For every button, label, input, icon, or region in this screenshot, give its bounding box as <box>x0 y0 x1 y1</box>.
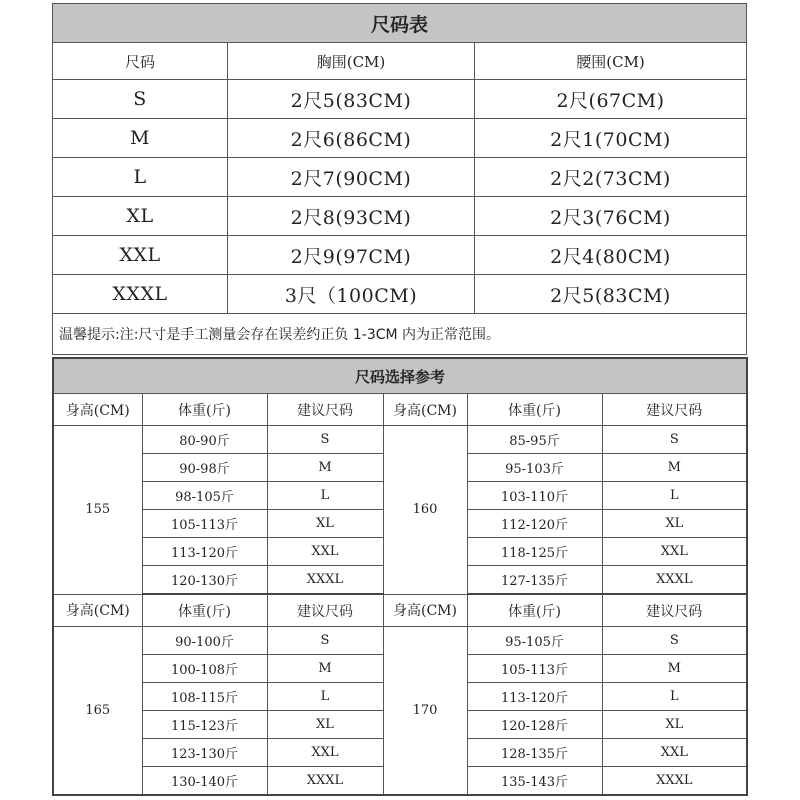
height-cell: 170 <box>383 627 467 796</box>
size-cell: S <box>267 627 383 655</box>
size-cell: M <box>267 655 383 683</box>
header-suggested-size: 建议尺码 <box>267 594 383 627</box>
height-cell: 165 <box>53 627 142 796</box>
table-row <box>53 158 747 197</box>
header-suggested-size: 建议尺码 <box>267 394 383 426</box>
weight-cell: 135-143斤 <box>467 767 602 796</box>
size-cell: XL <box>267 711 383 739</box>
weight-cell: 100-108斤 <box>142 655 267 683</box>
weight-cell: 120-128斤 <box>467 711 602 739</box>
waist-cell: 2尺2(73CM) <box>475 158 747 197</box>
waist-cell: 2尺3(76CM) <box>475 197 747 236</box>
header-weight: 体重(斤) <box>142 394 267 426</box>
size-cell: L <box>602 482 747 510</box>
weight-cell: 90-100斤 <box>142 627 267 655</box>
weight-cell: 128-135斤 <box>467 739 602 767</box>
size-cell: XXXL <box>602 767 747 796</box>
size-cell: XXXL <box>267 566 383 595</box>
weight-cell: 127-135斤 <box>467 566 602 595</box>
size-cell: XL <box>53 197 228 236</box>
header-height: 身高(CM) <box>53 394 142 426</box>
weight-cell: 120-130斤 <box>142 566 267 595</box>
size-cell: XXL <box>53 236 228 275</box>
weight-cell: 80-90斤 <box>142 426 267 454</box>
weight-cell: 113-120斤 <box>142 538 267 566</box>
waist-cell: 2尺(67CM) <box>475 80 747 119</box>
header-weight: 体重(斤) <box>467 394 602 426</box>
header-height: 身高(CM) <box>383 394 467 426</box>
table-row <box>53 119 747 158</box>
size-cell: XXL <box>602 538 747 566</box>
weight-cell: 95-103斤 <box>467 454 602 482</box>
table-row <box>53 80 747 119</box>
size-cell: L <box>267 683 383 711</box>
height-cell: 155 <box>53 426 142 595</box>
size-cell: S <box>602 627 747 655</box>
table-row <box>53 236 747 275</box>
height-cell: 160 <box>383 426 467 595</box>
table-row <box>53 275 747 314</box>
chest-cell: 3尺（100CM) <box>228 275 475 314</box>
size-cell: M <box>602 655 747 683</box>
size-cell: S <box>602 426 747 454</box>
weight-cell: 115-123斤 <box>142 711 267 739</box>
weight-cell: 108-115斤 <box>142 683 267 711</box>
size-cell: L <box>53 158 228 197</box>
header-waist: 腰围(CM) <box>475 43 747 80</box>
size-cell: L <box>602 683 747 711</box>
weight-cell: 113-120斤 <box>467 683 602 711</box>
header-chest: 胸围(CM) <box>228 43 475 80</box>
size-reference-title: 尺码选择参考 <box>53 358 747 394</box>
chest-cell: 2尺7(90CM) <box>228 158 475 197</box>
size-cell: L <box>267 482 383 510</box>
size-reference-table <box>52 357 748 796</box>
size-cell: XL <box>267 510 383 538</box>
weight-cell: 98-105斤 <box>142 482 267 510</box>
size-cell: XXXL <box>602 566 747 595</box>
size-chart-title: 尺码表 <box>53 4 747 43</box>
weight-cell: 90-98斤 <box>142 454 267 482</box>
weight-cell: 103-110斤 <box>467 482 602 510</box>
size-cell: XXL <box>267 739 383 767</box>
size-cell: S <box>53 80 228 119</box>
table-row <box>53 197 747 236</box>
header-weight: 体重(斤) <box>467 594 602 627</box>
header-weight: 体重(斤) <box>142 594 267 627</box>
size-cell: M <box>53 119 228 158</box>
size-cell: XXL <box>267 538 383 566</box>
table-row <box>53 627 747 655</box>
size-cell: M <box>267 454 383 482</box>
size-cell: S <box>267 426 383 454</box>
size-cell: XXXL <box>267 767 383 796</box>
size-cell: XL <box>602 711 747 739</box>
header-height: 身高(CM) <box>383 594 467 627</box>
weight-cell: 118-125斤 <box>467 538 602 566</box>
waist-cell: 2尺1(70CM) <box>475 119 747 158</box>
weight-cell: 85-95斤 <box>467 426 602 454</box>
measurement-note: 温馨提示:注:尺寸是手工测量会存在误差约正负 1-3CM 内为正常范围。 <box>53 314 747 355</box>
size-cell: XXXL <box>53 275 228 314</box>
chest-cell: 2尺6(86CM) <box>228 119 475 158</box>
weight-cell: 105-113斤 <box>467 655 602 683</box>
header-suggested-size: 建议尺码 <box>602 594 747 627</box>
weight-cell: 105-113斤 <box>142 510 267 538</box>
size-cell: XXL <box>602 739 747 767</box>
table-row <box>53 426 747 454</box>
chest-cell: 2尺8(93CM) <box>228 197 475 236</box>
header-suggested-size: 建议尺码 <box>602 394 747 426</box>
waist-cell: 2尺4(80CM) <box>475 236 747 275</box>
weight-cell: 112-120斤 <box>467 510 602 538</box>
weight-cell: 95-105斤 <box>467 627 602 655</box>
chest-cell: 2尺9(97CM) <box>228 236 475 275</box>
size-chart-table <box>52 3 747 355</box>
size-cell: M <box>602 454 747 482</box>
header-size: 尺码 <box>53 43 228 80</box>
chest-cell: 2尺5(83CM) <box>228 80 475 119</box>
waist-cell: 2尺5(83CM) <box>475 275 747 314</box>
weight-cell: 130-140斤 <box>142 767 267 796</box>
header-height: 身高(CM) <box>53 594 142 627</box>
weight-cell: 123-130斤 <box>142 739 267 767</box>
size-cell: XL <box>602 510 747 538</box>
